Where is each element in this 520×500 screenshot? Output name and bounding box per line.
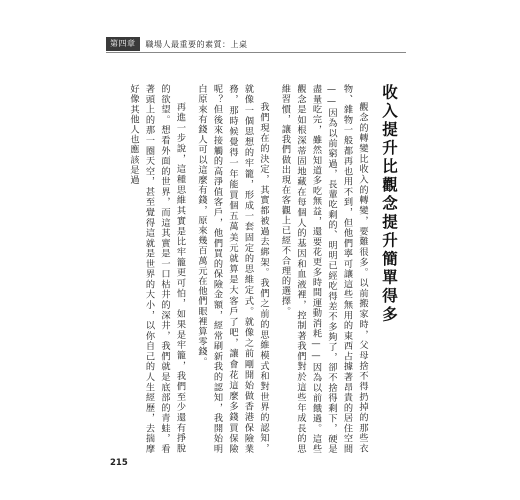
article-title: 收入提升比觀念提升簡單得多 (380, 84, 398, 325)
article-body (118, 84, 400, 454)
paragraph-2: 我們現在的決定，其實都被過去綁架。我們之前的思維模式和對世界的認知，就像一個思想的牢籠，形成一套固定的思維定式。就像之前剛開始做香港保險業務，那時候覺得一年能買個五萬美元就算是大客戶了吧，讓會花這麼多錢買保險呢？但後來接觸的高淨值客戶，他們買的保險金額，經常刷新我的認知，我開始明白原來有錢人可以這麼有錢，原來幾百萬元在他們眼裡算零錢。 (196, 84, 269, 454)
chapter-tag: 第四章 (106, 37, 140, 51)
chapter-title: 職場人最重要的素質：上桌 (145, 39, 248, 49)
paragraph-1: 觀念的轉變比收入的轉變，要難很多。以前搬家時，父母捨不得扔掉的那些衣物、雜物一般都再也用不到，但他們寧可讓這些無用的東西占據著昂貴的居住空間——因為以前窮過，長輩吃剩的、明明已經吃得差不多夠了，卻不捨得剩下，硬是盡量吃完，雖然知道多吃無益，還要花更多時間運動消耗——因為以前餓過。這些觀念是如根深蒂固地藏在每個人的基因和血液裡，控制著我們對於這些年成長的思維習慣，讓我們做出現在客觀上已經不合理的選擇。 (279, 84, 368, 454)
page-header (106, 37, 248, 51)
paragraph-3: 再進一步說，這種思維其實是比牢籠更可怕，如果是牢籠，我們至少還有掙脫的欲望。想看外面的世界，而這其實是一口枯井的深井，我們就是底部的青蛙，看著頭上的那一圈天空，甚至覺得這就是世界的大小，以你自己的人生經歷，去揣摩好像其他人也應該是過 (128, 84, 186, 454)
header-divider (106, 52, 406, 53)
page-number: 215 (110, 458, 128, 468)
